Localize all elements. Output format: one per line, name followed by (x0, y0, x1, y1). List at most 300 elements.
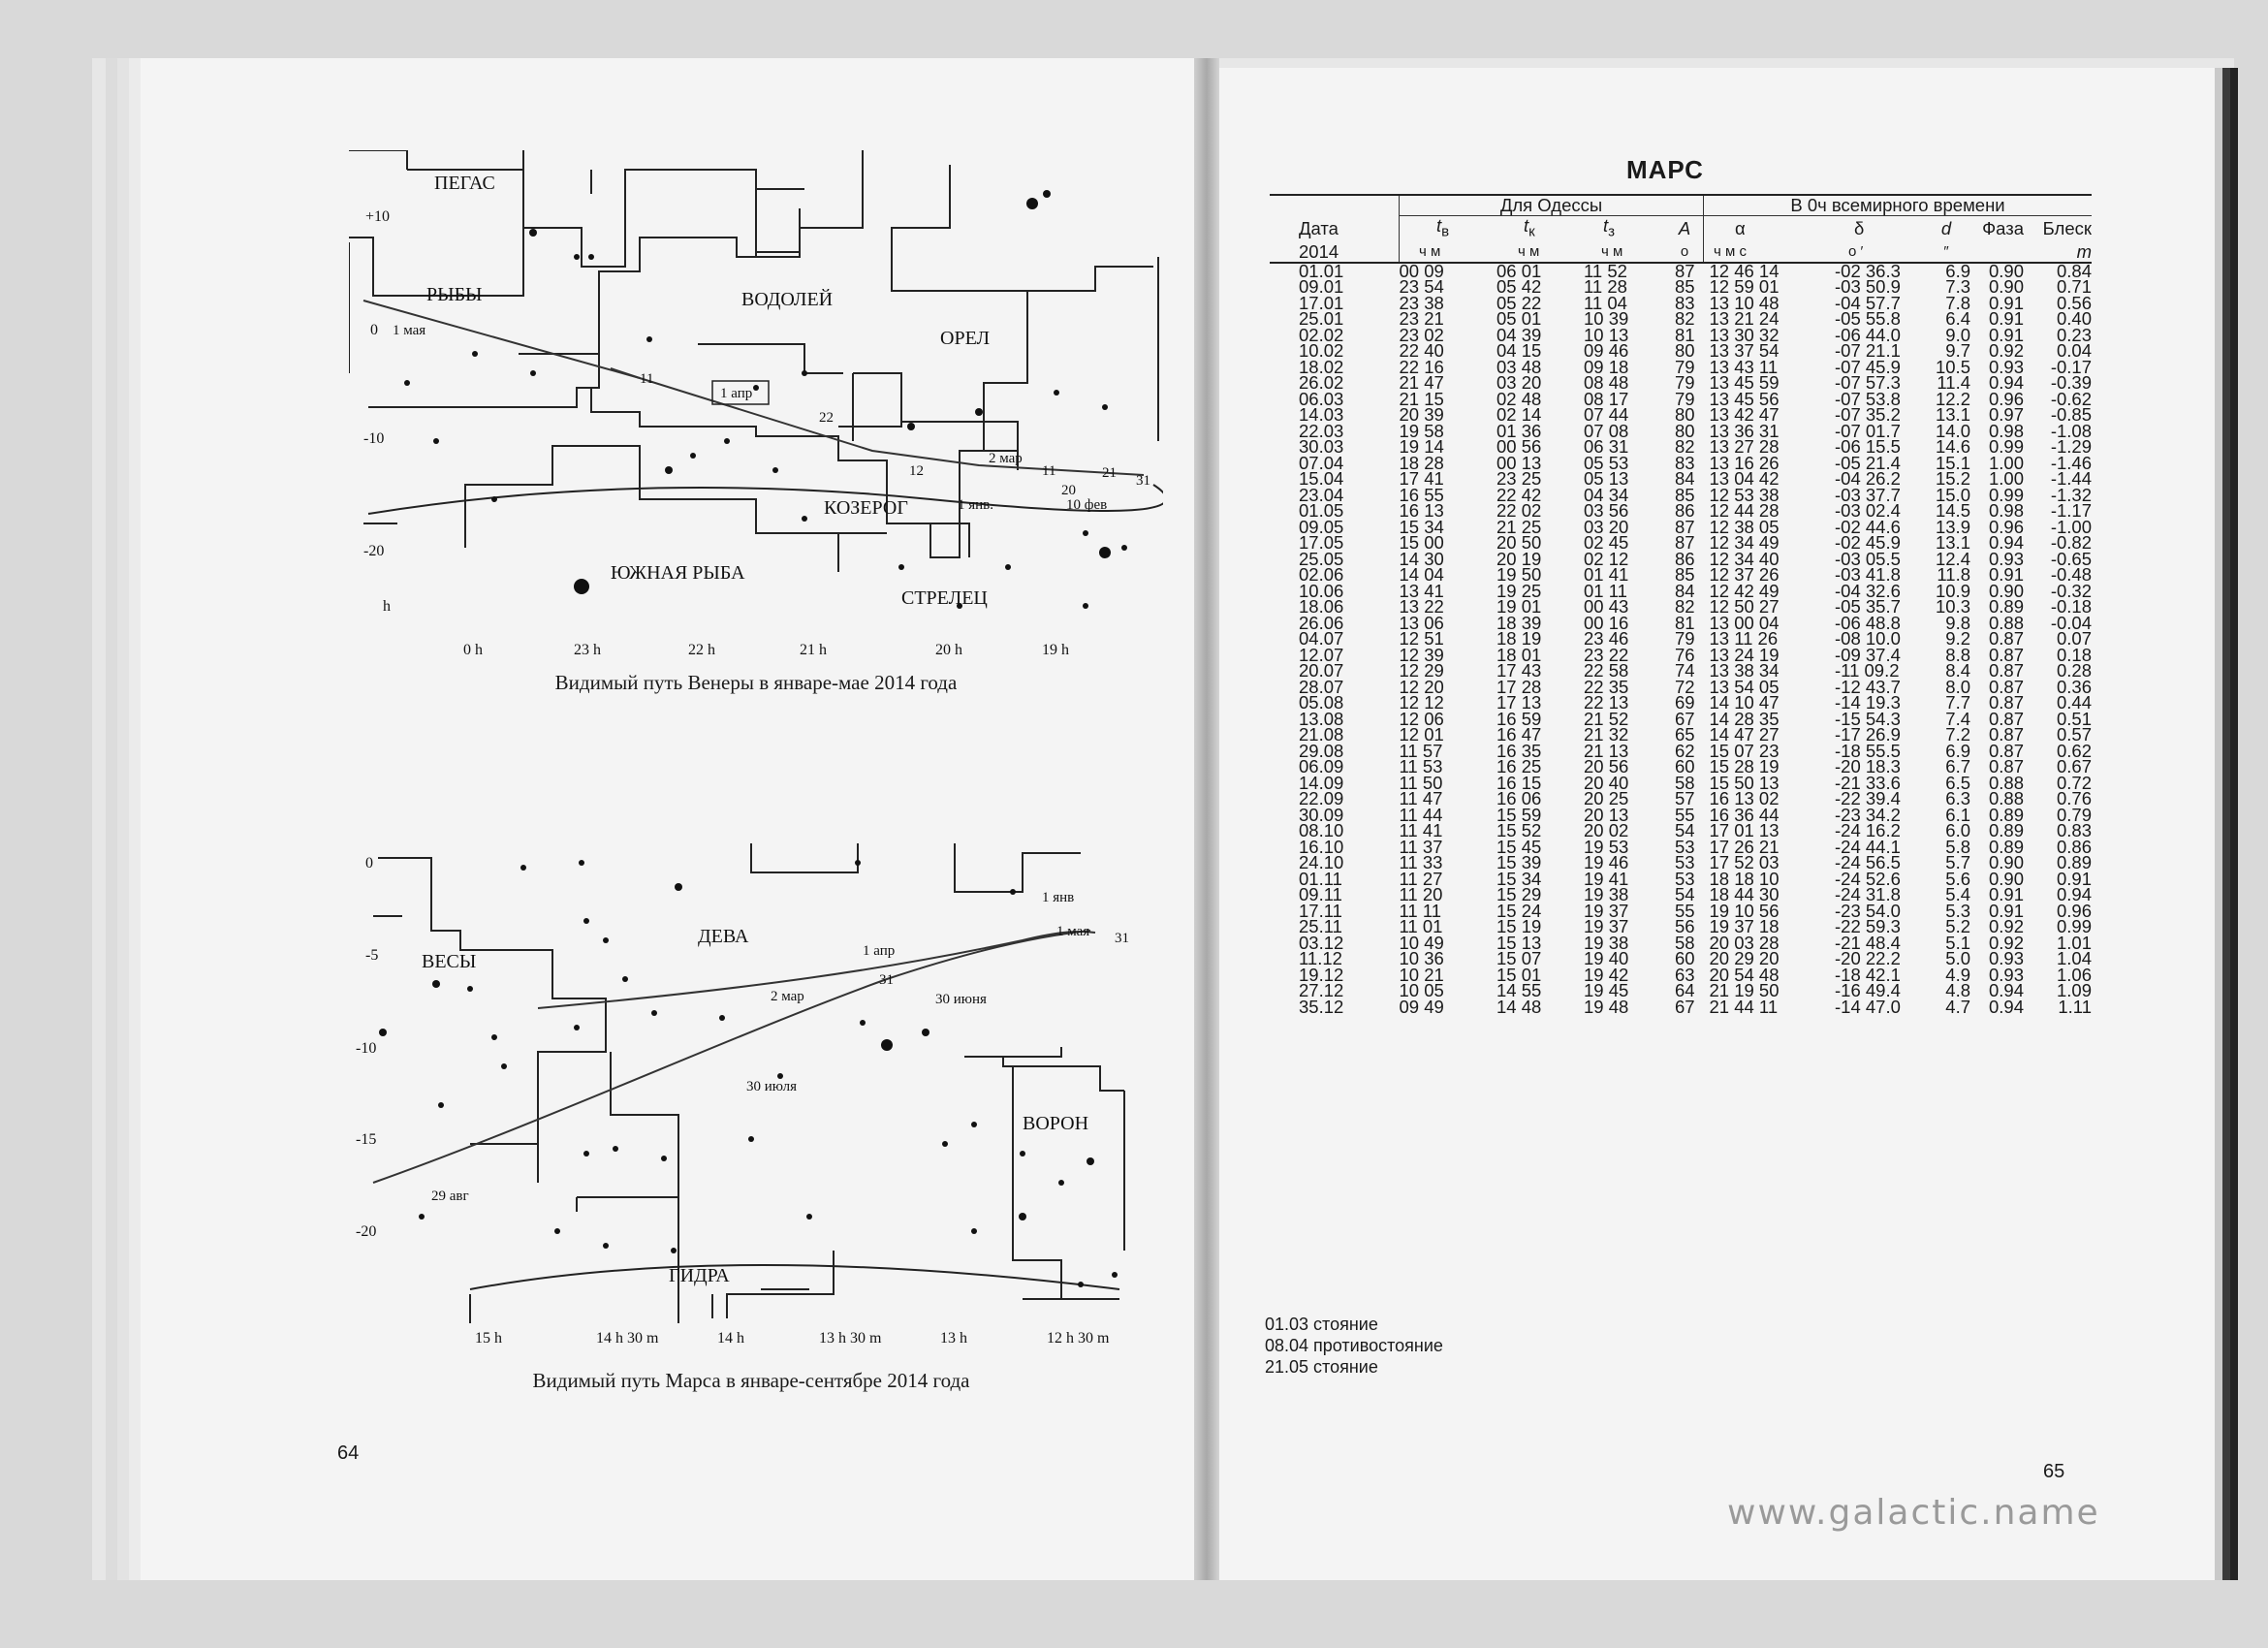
table-cell: -23 34.2 (1835, 804, 1901, 825)
unit-tz: ч м (1601, 242, 1623, 260)
table-cell: 13 54 05 (1709, 676, 1780, 697)
table-cell: 12.07 (1299, 644, 1344, 665)
table-cell: 16 25 (1496, 756, 1542, 777)
table-cell: 17 01 13 (1709, 820, 1780, 841)
venus-ra-21h: 21 h (800, 642, 827, 658)
table-cell: 83 (1674, 452, 1695, 473)
venus-map-caption: Видимый путь Венеры в январе-мае 2014 года (554, 671, 958, 694)
table-cell: 6.9 (1945, 260, 1970, 281)
table-cell: 21 25 (1496, 516, 1542, 537)
table-cell: 0.28 (2056, 660, 2092, 681)
table-cell: 10 05 (1399, 980, 1444, 1001)
venus-day-20: 20 (1061, 483, 1076, 498)
venus-date-1jan: 1 янв. (958, 497, 994, 513)
table-cell: 85 (1674, 484, 1695, 505)
table-cell: 19.12 (1299, 964, 1344, 985)
table-cell: 0.91 (1988, 324, 2024, 345)
table-cell: 0.76 (2056, 788, 2092, 809)
table-cell: 11.8 (1937, 564, 1970, 586)
venus-ra-20h: 20 h (935, 642, 962, 658)
mars-date-1may: 1 мая (1056, 924, 1090, 939)
table-cell: 14 28 35 (1709, 708, 1780, 729)
table-cell: 20 56 (1584, 756, 1629, 777)
table-cell: -22 39.4 (1835, 788, 1901, 809)
table-cell: 0.87 (1988, 708, 2024, 729)
table-cell: 13 45 59 (1709, 372, 1780, 394)
mars-table-units-header (1270, 242, 2092, 263)
table-cell: -06 15.5 (1835, 436, 1901, 458)
table-cell: 13 11 26 (1709, 628, 1779, 650)
table-cell: 4.8 (1945, 980, 1970, 1001)
table-cell: 12 37 26 (1709, 564, 1780, 586)
table-cell: 11.12 (1299, 948, 1342, 969)
venus-day-22: 22 (819, 410, 834, 426)
table-cell: -24 31.8 (1835, 884, 1901, 905)
table-cell: 1.11 (2058, 996, 2092, 1017)
table-cell: 12 06 (1399, 708, 1444, 729)
table-cell: -0.04 (2050, 612, 2092, 633)
table-cell: 8.0 (1945, 676, 1970, 697)
table-cell: 0.90 (1988, 260, 2024, 281)
venus-day-11b: 11 (1042, 463, 1056, 479)
table-cell: 5.6 (1945, 868, 1970, 889)
table-cell: 0.83 (2056, 820, 2092, 841)
table-cell: 12 50 27 (1709, 596, 1780, 618)
table-cell: 01 11 (1584, 580, 1627, 601)
table-cell: 0.04 (2056, 340, 2092, 362)
table-cell: 14 55 (1496, 980, 1542, 1001)
table-cell: 55 (1674, 804, 1695, 825)
table-cell: 0.91 (1988, 292, 2024, 313)
col-tk: t (1524, 215, 1529, 236)
mars-dec-minus5: -5 (365, 947, 379, 964)
mars-dec-minus10: -10 (356, 1040, 377, 1057)
table-cell: 13.9 (1935, 516, 1970, 537)
table-cell: 54 (1674, 820, 1695, 841)
table-cell: 6.7 (1945, 756, 1970, 777)
venus-day-12: 12 (909, 463, 924, 479)
table-cell: 0.90 (1988, 276, 2024, 298)
mars-date-30jul: 30 июля (746, 1079, 797, 1094)
watermark-text: www.galactic.name (1727, 1493, 2100, 1533)
table-cell: 58 (1674, 772, 1695, 793)
table-cell: 15 39 (1496, 852, 1542, 873)
table-cell: 15 13 (1496, 932, 1542, 953)
table-cell: 30.03 (1299, 436, 1344, 458)
table-cell: 01 41 (1584, 564, 1629, 586)
table-cell: 16 15 (1496, 772, 1542, 793)
table-cell: 0.89 (1988, 596, 2024, 618)
table-cell: 22 13 (1584, 692, 1629, 713)
table-cell: 05 13 (1584, 468, 1629, 490)
table-cell: 7.2 (1945, 724, 1970, 745)
group-ut: В 0ч всемирного времени (1704, 195, 2093, 216)
venus-path-map (349, 150, 1163, 679)
table-cell: 0.67 (2056, 756, 2092, 777)
table-cell: -1.08 (2050, 420, 2092, 441)
table-cell: 15 01 (1496, 964, 1542, 985)
table-cell: 02 45 (1584, 532, 1629, 554)
table-cell: 01.05 (1299, 500, 1344, 522)
venus-map-svg (349, 150, 1163, 679)
table-cell: 16.10 (1299, 836, 1344, 857)
table-cell: 20 39 (1399, 404, 1444, 426)
table-cell: 0.98 (1988, 500, 2024, 522)
table-cell: 19 38 (1584, 884, 1629, 905)
table-cell: -23 54.0 (1835, 900, 1901, 921)
mars-table-column-header (1270, 216, 2092, 242)
table-cell: 01.11 (1299, 868, 1342, 889)
table-cell: 15 28 19 (1709, 756, 1780, 777)
venus-date-1may: 1 мая (393, 323, 426, 338)
table-cell: 01.01 (1299, 260, 1344, 281)
table-cell: 15.1 (1935, 452, 1970, 473)
table-cell: 0.84 (2056, 260, 2092, 281)
table-cell: 12 53 38 (1709, 484, 1780, 505)
event-note: 08.04 противостояние (1265, 1336, 1443, 1355)
mars-map-caption: Видимый путь Марса в январе-сентябре 2014 года (532, 1369, 970, 1392)
table-cell: 0.97 (1988, 404, 2024, 426)
table-cell: 13 30 32 (1709, 324, 1780, 345)
table-cell: 22 16 (1399, 356, 1444, 377)
table-cell: 86 (1674, 548, 1695, 569)
table-cell: -17 26.9 (1835, 724, 1901, 745)
table-cell: 11 28 (1584, 276, 1627, 298)
table-cell: -20 18.3 (1835, 756, 1901, 777)
table-cell: 04 34 (1584, 484, 1629, 505)
constellation-pegasus: ПЕГАС (434, 173, 495, 194)
table-cell: 85 (1674, 564, 1695, 586)
table-cell: 79 (1674, 372, 1695, 394)
table-cell: 05.08 (1299, 692, 1344, 713)
table-cell: 21 19 50 (1709, 980, 1780, 1001)
table-cell: 03 20 (1496, 372, 1542, 394)
table-cell: 08 48 (1584, 372, 1629, 394)
table-cell: 0.94 (1988, 372, 2024, 394)
table-cell: -24 52.6 (1835, 868, 1901, 889)
table-cell: 0.89 (1988, 836, 2024, 857)
table-cell: 57 (1674, 788, 1695, 809)
table-cell: 23 22 (1584, 644, 1629, 665)
table-cell: 79 (1674, 628, 1695, 650)
table-cell: 20.07 (1299, 660, 1344, 681)
table-cell: -04 26.2 (1835, 468, 1901, 490)
table-cell: -07 21.1 (1835, 340, 1901, 362)
table-cell: 09 49 (1399, 996, 1444, 1017)
table-cell: 09.01 (1299, 276, 1344, 298)
venus-day-11a: 11 (640, 371, 654, 387)
table-cell: 19 50 (1496, 564, 1542, 586)
table-cell: 15 29 (1496, 884, 1542, 905)
table-cell: 12 59 01 (1709, 276, 1780, 298)
table-cell: 0.96 (2056, 900, 2092, 921)
table-cell: 24.10 (1299, 852, 1344, 873)
table-cell: 0.87 (1988, 724, 2024, 745)
table-cell: 16 55 (1399, 484, 1444, 505)
table-cell: -07 53.8 (1835, 388, 1901, 409)
venus-dec-minus10: -10 (363, 430, 385, 447)
table-cell: 0.89 (1988, 804, 2024, 825)
table-cell: 0.92 (1988, 340, 2024, 362)
unit-tv: ч м (1419, 242, 1441, 260)
table-cell: 02.06 (1299, 564, 1344, 586)
table-cell: 07 44 (1584, 404, 1629, 426)
table-cell: 79 (1674, 356, 1695, 377)
table-cell: 13.08 (1299, 708, 1344, 729)
mars-day-31b: 31 (1115, 931, 1129, 946)
table-cell: 00 09 (1399, 260, 1444, 281)
group-odessa: Для Одессы (1400, 195, 1704, 216)
table-cell: 04.07 (1299, 628, 1344, 650)
table-cell: 12 42 49 (1709, 580, 1780, 601)
table-cell: 14 10 47 (1709, 692, 1780, 713)
table-cell: 14 30 (1399, 548, 1444, 569)
table-cell: 19 53 (1584, 836, 1629, 857)
table-row (1270, 999, 2092, 1016)
mars-date-2mar: 2 мар (771, 989, 804, 1004)
constellation-virgo: ДЕВА (698, 926, 749, 947)
table-cell: 9.8 (1945, 612, 1970, 633)
table-cell: 6.5 (1945, 772, 1970, 793)
table-cell: -05 21.4 (1835, 452, 1901, 473)
table-cell: 0.07 (2056, 628, 2092, 650)
venus-dec-plus10: +10 (365, 208, 391, 225)
table-cell: 11 33 (1399, 852, 1443, 873)
mars-dec-0: 0 (365, 855, 373, 872)
table-cell: 14.5 (1935, 500, 1970, 522)
table-cell: 0.79 (2056, 804, 2092, 825)
table-cell: 12 34 40 (1709, 548, 1780, 569)
table-cell: 19 25 (1496, 580, 1542, 601)
table-cell: 15 19 (1496, 916, 1542, 937)
table-cell: 04 15 (1496, 340, 1542, 362)
table-cell: 0.87 (1988, 756, 2024, 777)
table-cell: 0.99 (2056, 916, 2092, 937)
table-cell: 35.12 (1299, 996, 1344, 1017)
table-cell: 16 59 (1496, 708, 1542, 729)
table-cell: 17.05 (1299, 532, 1344, 554)
table-cell: 58 (1674, 932, 1695, 953)
table-cell: 18 18 10 (1709, 868, 1780, 889)
constellation-aquarius: ВОДОЛЕЙ (741, 289, 834, 310)
table-cell: 19 37 (1584, 900, 1629, 921)
table-cell: 14.6 (1935, 436, 1970, 458)
table-cell: 15.2 (1935, 468, 1970, 490)
table-cell: -03 37.7 (1835, 484, 1901, 505)
table-cell: 56 (1674, 916, 1695, 937)
table-cell: 05 53 (1584, 452, 1629, 473)
table-cell: 0.23 (2056, 324, 2092, 345)
table-cell: 19 41 (1584, 868, 1629, 889)
table-cell: 11 44 (1399, 804, 1443, 825)
table-cell: -03 41.8 (1835, 564, 1901, 586)
table-cell: 15 34 (1496, 868, 1542, 889)
table-cell: 05 22 (1496, 292, 1542, 313)
unit-dec: о ′ (1848, 242, 1864, 260)
table-cell: 19 40 (1584, 948, 1629, 969)
table-cell: 10.3 (1935, 596, 1970, 618)
table-cell: 0.90 (1988, 580, 2024, 601)
table-cell: 0.93 (1988, 948, 2024, 969)
table-cell: 17.11 (1299, 900, 1342, 921)
table-cell: 16 35 (1496, 740, 1542, 761)
table-cell: 14.03 (1299, 404, 1344, 426)
col-date: Дата (1299, 218, 1339, 239)
table-cell: 18 19 (1496, 628, 1542, 650)
mars-ephemeris-table (1270, 194, 2092, 1015)
table-cell: 09 46 (1584, 340, 1629, 362)
table-cell: 02 48 (1496, 388, 1542, 409)
table-cell: 20 40 (1584, 772, 1629, 793)
table-cell: 26.02 (1299, 372, 1344, 394)
table-cell: 0.94 (1988, 532, 2024, 554)
col-ra: α (1735, 218, 1746, 239)
table-cell: 12.2 (1935, 388, 1970, 409)
mars-date-1apr: 1 апр (863, 943, 896, 959)
table-cell: 53 (1674, 852, 1695, 873)
mars-date-29aug: 29 авг (431, 1188, 469, 1204)
table-cell: 23 02 (1399, 324, 1444, 345)
table-cell: 23 54 (1399, 276, 1444, 298)
col-azimuth: A (1678, 218, 1691, 239)
table-cell: 80 (1674, 340, 1695, 362)
table-cell: 09 18 (1584, 356, 1629, 377)
table-cell: -16 49.4 (1835, 980, 1901, 1001)
table-cell: 29.08 (1299, 740, 1344, 761)
table-cell: 06 01 (1496, 260, 1542, 281)
table-cell: 00 43 (1584, 596, 1629, 618)
table-cell: 14.09 (1299, 772, 1344, 793)
table-cell: -07 57.3 (1835, 372, 1901, 394)
table-cell: 55 (1674, 900, 1695, 921)
right-page-number: 65 (2043, 1461, 2065, 1482)
venus-date-2mar: 2 мар (989, 451, 1023, 466)
table-cell: 19 46 (1584, 852, 1629, 873)
table-cell: 67 (1674, 996, 1695, 1017)
table-cell: 13 04 42 (1709, 468, 1780, 490)
table-cell: 25.05 (1299, 548, 1344, 569)
table-cell: -12 43.7 (1835, 676, 1901, 697)
table-cell: 11.4 (1937, 372, 1970, 394)
table-cell: 13 37 54 (1709, 340, 1780, 362)
table-cell: 5.1 (1945, 932, 1970, 953)
table-cell: 13 45 56 (1709, 388, 1780, 409)
table-cell: 1.00 (1988, 452, 2024, 473)
table-cell: 13.1 (1935, 532, 1970, 554)
table-cell: 11 01 (1399, 916, 1443, 937)
table-cell: 13 10 48 (1709, 292, 1780, 313)
table-cell: 0.62 (2056, 740, 2092, 761)
table-cell: 80 (1674, 420, 1695, 441)
col-tv-sub: в (1441, 223, 1450, 240)
table-cell: 63 (1674, 964, 1695, 985)
table-cell: 0.87 (1988, 628, 2024, 650)
constellation-hydra: ГИДРА (669, 1265, 730, 1286)
table-cell: 19 14 (1399, 436, 1444, 458)
table-cell: 05 01 (1496, 308, 1542, 330)
table-cell: -22 59.3 (1835, 916, 1901, 937)
table-cell: 11 37 (1399, 836, 1443, 857)
table-cell: 10 49 (1399, 932, 1444, 953)
table-cell: 6.9 (1945, 740, 1970, 761)
table-cell: 15 07 (1496, 948, 1542, 969)
table-cell: 25.01 (1299, 308, 1344, 330)
table-cell: 11 50 (1399, 772, 1443, 793)
table-cell: 10 21 (1399, 964, 1444, 985)
table-cell: 06 31 (1584, 436, 1629, 458)
table-cell: 15 50 13 (1709, 772, 1780, 793)
table-cell: -08 10.0 (1835, 628, 1901, 650)
table-cell: 1.04 (2056, 948, 2092, 969)
table-cell: 00 16 (1584, 612, 1629, 633)
table-cell: 0.96 (1988, 516, 2024, 537)
unit-magnitude: m (2076, 240, 2092, 262)
table-cell: -18 42.1 (1835, 964, 1901, 985)
table-cell: 18 01 (1496, 644, 1542, 665)
table-cell: 22 42 (1496, 484, 1542, 505)
table-cell: 0.93 (1988, 356, 2024, 377)
col-tz: t (1603, 215, 1609, 236)
table-cell: 10 13 (1584, 324, 1629, 345)
table-cell: 13 24 19 (1709, 644, 1780, 665)
table-cell: 5.0 (1945, 948, 1970, 969)
constellation-corvus: ВОРОН (1023, 1113, 1089, 1134)
col-year: 2014 (1299, 240, 1339, 262)
table-cell: 79 (1674, 388, 1695, 409)
table-cell: -0.82 (2050, 532, 2092, 554)
table-cell: 6.3 (1945, 788, 1970, 809)
table-cell: 23 38 (1399, 292, 1444, 313)
table-cell: 14.0 (1935, 420, 1970, 441)
table-cell: 87 (1674, 260, 1695, 281)
table-cell: 15 45 (1496, 836, 1542, 857)
table-cell: 5.3 (1945, 900, 1970, 921)
mars-ra-14h30m: 14 h 30 m (596, 1330, 659, 1347)
table-cell: 06.09 (1299, 756, 1344, 777)
venus-ra-19h: 19 h (1042, 642, 1069, 658)
constellation-pisces: РЫБЫ (426, 284, 483, 305)
table-cell: -09 37.4 (1835, 644, 1901, 665)
table-cell: 0.91 (1988, 900, 2024, 921)
table-cell: 54 (1674, 884, 1695, 905)
left-page-number: 64 (337, 1442, 360, 1464)
table-cell: 13 42 47 (1709, 404, 1780, 426)
table-cell: 18.06 (1299, 596, 1344, 618)
fomalhaut-star (574, 579, 589, 594)
table-cell: 0.91 (1988, 308, 2024, 330)
unit-tk: ч м (1518, 242, 1540, 260)
mars-ra-13h: 13 h (940, 1330, 967, 1347)
table-cell: 0.92 (1988, 916, 2024, 937)
table-cell: 11 47 (1399, 788, 1443, 809)
table-cell: 0.57 (2056, 724, 2092, 745)
table-cell: 7.4 (1945, 708, 1970, 729)
table-cell: 20 03 28 (1709, 932, 1780, 953)
table-cell: 0.18 (2056, 644, 2092, 665)
mars-table-group-header (1270, 195, 2092, 216)
table-cell: 0.71 (2056, 276, 2092, 298)
table-cell: 84 (1674, 468, 1695, 490)
table-cell: -05 35.7 (1835, 596, 1901, 618)
table-cell: 20 50 (1496, 532, 1542, 554)
table-cell: 13 41 (1399, 580, 1444, 601)
table-cell: 17 52 03 (1709, 852, 1780, 873)
table-cell: -06 48.8 (1835, 612, 1901, 633)
table-cell: 13.1 (1935, 404, 1970, 426)
table-cell: 0.94 (1988, 996, 2024, 1017)
table-cell: 80 (1674, 404, 1695, 426)
table-cell: -03 02.4 (1835, 500, 1901, 522)
